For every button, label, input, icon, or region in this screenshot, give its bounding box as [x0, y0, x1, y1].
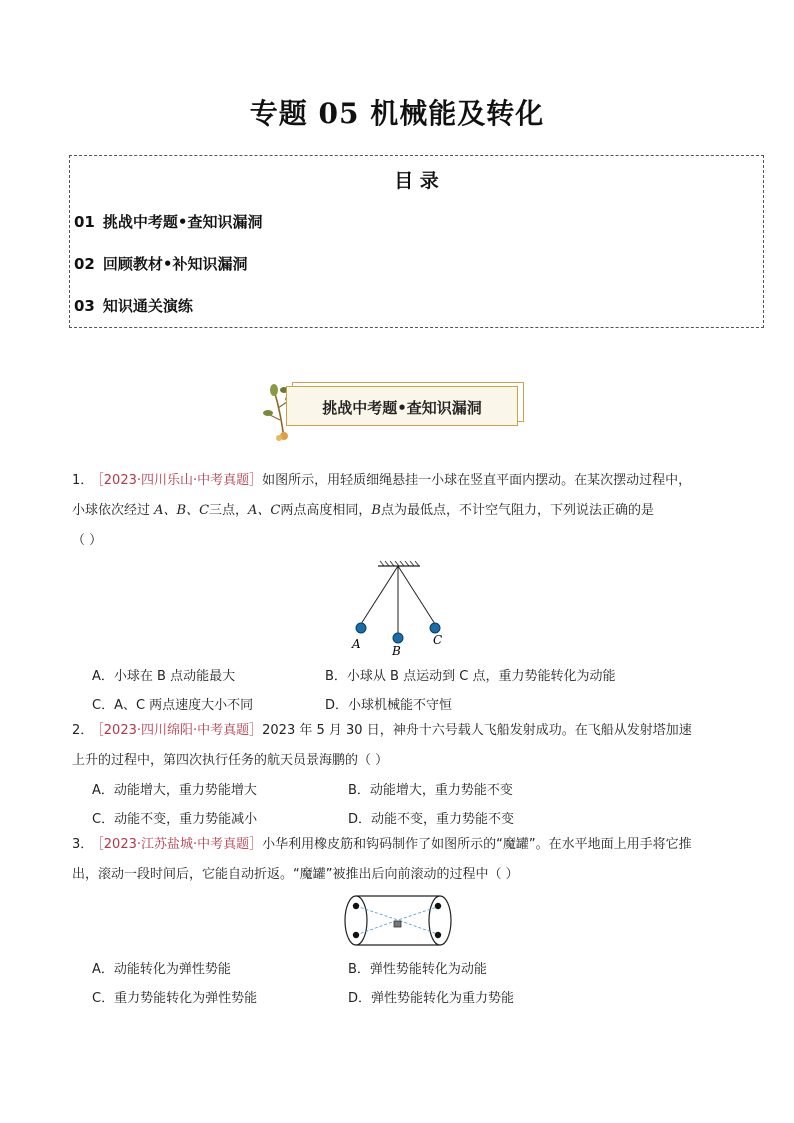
pendulum-figure: [340, 558, 460, 658]
variable: B: [371, 503, 381, 518]
toc-item-number: 02: [74, 255, 95, 273]
question-source: ［2023·四川绵阳·中考真题］: [97, 723, 263, 738]
point-label-c: C: [433, 633, 443, 647]
toc-item-label: 知识通关演练: [102, 297, 193, 315]
toc-item[interactable]: [74, 211, 262, 232]
question-text: 如图所示，用轻质细绳悬挂一小球在竖直平面内摆动。在某次摆动过程中，: [262, 473, 692, 488]
option-c[interactable]: C．动能不变，重力势能减小: [92, 812, 258, 827]
table-of-contents: [69, 155, 764, 328]
option-a[interactable]: A．小球在 B 点动能最大: [92, 669, 236, 684]
question-text: 三点，: [209, 503, 249, 518]
toc-item[interactable]: [74, 295, 193, 316]
question-number: 1．: [72, 473, 94, 488]
question-text: 点为最低点，不计空气阻力，下列说法正确的是: [380, 503, 654, 518]
question-1: [72, 466, 732, 556]
question-text: 小球依次经过: [72, 503, 155, 518]
option-d[interactable]: D．弹性势能转化为重力势能: [348, 991, 515, 1006]
banner-title: 挑战中考题•查知识漏洞: [322, 399, 482, 417]
question-text: 两点高度相同，: [280, 503, 372, 518]
option-c[interactable]: C．重力势能转化为弹性势能: [92, 991, 258, 1006]
question-2: [72, 716, 732, 776]
question-line: [72, 716, 732, 746]
option-a[interactable]: A．动能转化为弹性势能: [92, 962, 231, 977]
option-b[interactable]: B．小球从 B 点运动到 C 点，重力势能转化为动能: [325, 669, 616, 684]
question-source: ［2023·江苏盐城·中考真题］: [97, 837, 263, 852]
page-title: 专题 05 机械能及转化: [249, 97, 545, 130]
variable: A、B、C: [154, 503, 210, 518]
toc-heading: 目 录: [394, 170, 439, 192]
point-label-a: A: [352, 637, 361, 651]
toc-item-label: 回顾教材•补知识漏洞: [102, 255, 248, 273]
option-b[interactable]: B．动能增大，重力势能不变: [348, 783, 513, 798]
magic-can-figure: [342, 893, 454, 949]
answer-blank: （ ）: [72, 533, 103, 548]
question-line: [72, 496, 732, 526]
question-text: 2023 年 5 月 30 日，神舟十六号载人飞船发射成功。在飞船从发射塔加速: [262, 723, 692, 738]
variable: A、C: [248, 503, 281, 518]
question-line: [72, 830, 732, 860]
question-text: 小华利用橡皮筋和钩码制作了如图所示的“魔罐”。在水平地面上用手将它推: [262, 837, 692, 852]
option-a[interactable]: A．动能增大，重力势能增大: [92, 783, 257, 798]
question-line: [72, 466, 732, 496]
toc-item[interactable]: [74, 253, 247, 274]
point-label-b: B: [392, 644, 401, 658]
option-b[interactable]: B．弹性势能转化为动能: [348, 962, 487, 977]
question-text: 上升的过程中，第四次执行任务的航天员景海鹏的（ ）: [72, 753, 389, 768]
option-d[interactable]: D．小球机械能不守恒: [325, 698, 453, 713]
toc-item-label: 挑战中考题•查知识漏洞: [102, 213, 263, 231]
question-number: 2．: [72, 723, 94, 738]
question-number: 3．: [72, 837, 94, 852]
question-text: 出，滚动一段时间后，它能自动折返。“魔罐”被推出后向前滚动的过程中（ ）: [72, 867, 519, 882]
option-d[interactable]: D．动能不变，重力势能不变: [348, 812, 515, 827]
section-banner: [262, 380, 524, 440]
question-source: ［2023·四川乐山·中考真题］: [97, 473, 263, 488]
toc-item-number: 03: [74, 297, 95, 315]
option-c[interactable]: C．A、C 两点速度大小不同: [92, 698, 254, 713]
toc-item-number: 01: [74, 213, 95, 231]
question-3: [72, 830, 732, 890]
